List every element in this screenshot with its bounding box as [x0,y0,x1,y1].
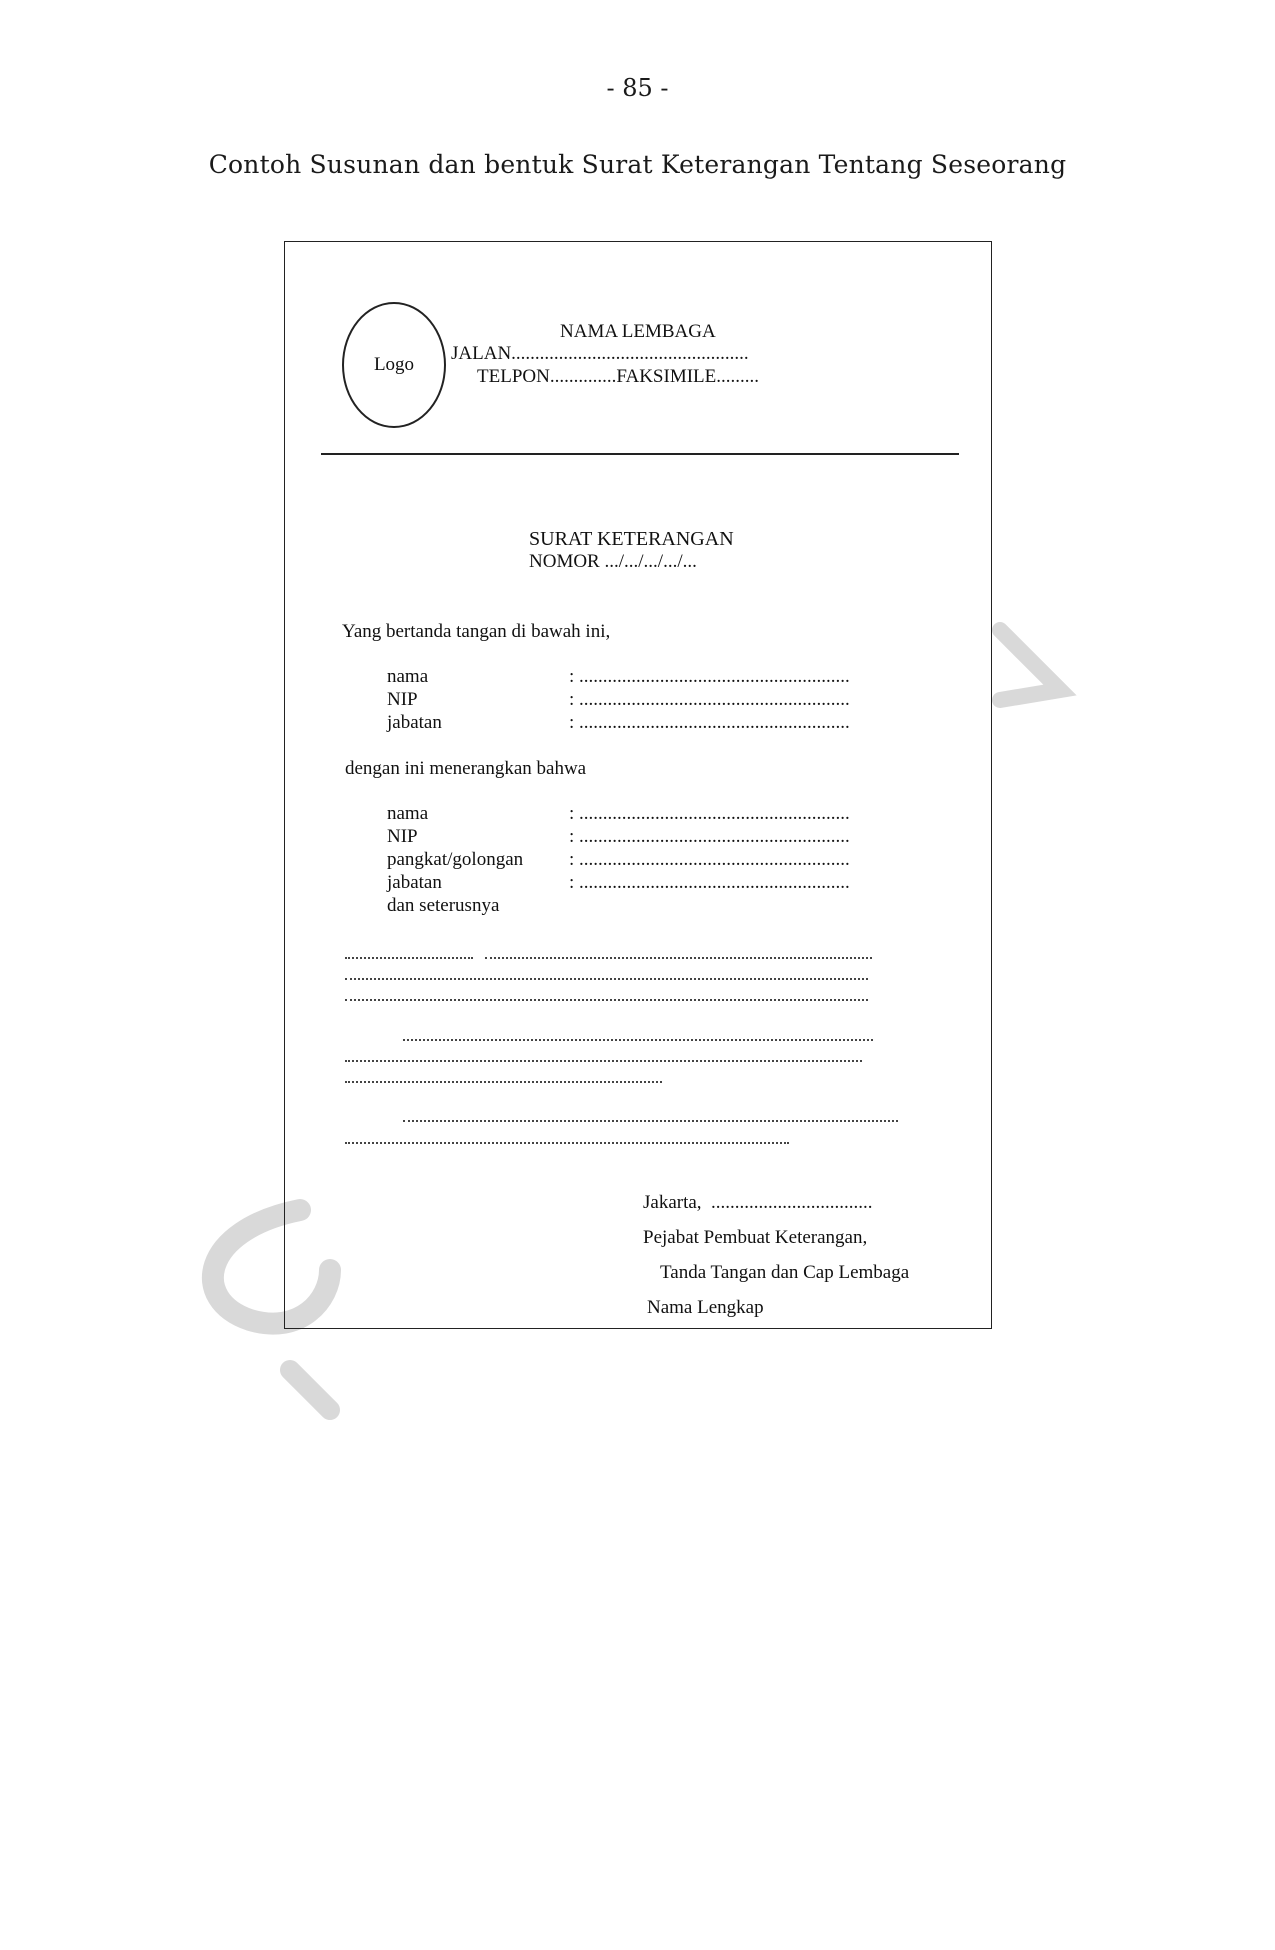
signature-stamp-placeholder: Tanda Tangan dan Cap Lembaga [660,1262,910,1283]
place-date: Jakarta, .................................. [643,1192,873,1213]
letter-title: SURAT KETERANGAN [529,528,734,550]
letterhead-divider [321,453,959,455]
subject-more-text: dan seterusnya [387,895,500,916]
signer-name-value: : ......................................................... [569,666,850,687]
official-title: Pejabat Pembuat Keterangan, [643,1227,868,1248]
subject-name-value: : ......................................................... [569,803,850,824]
letter-number: NOMOR .../.../.../.../... [529,551,697,572]
subject-position-label: jabatan [387,872,442,893]
subject-rank-value: : ......................................................... [569,849,850,870]
body-dotted-line [345,957,473,959]
subject-position-value: : ......................................................... [569,872,850,893]
body-dotted-line [345,978,868,980]
statement-text: dengan ini menerangkan bahwa [345,758,587,779]
signer-nip-label: NIP [387,689,418,710]
subject-nip-label: NIP [387,826,418,847]
logo-placeholder [342,302,446,428]
body-dotted-line [345,999,868,1001]
body-dotted-line [345,1142,789,1144]
signer-name-label: nama [387,666,429,687]
institution-name: NAMA LEMBAGA [560,321,716,342]
subject-rank-label: pangkat/golongan [387,849,524,870]
body-dotted-line [403,1039,873,1041]
body-dotted-line [345,1081,662,1083]
letter-template [284,241,992,1329]
signer-position-label: jabatan [387,712,442,733]
page-heading: Contoh Susunan dan bentuk Surat Keterangan Tentang Seseorang [208,150,1067,179]
signer-nip-value: : ......................................................... [569,689,850,710]
body-dotted-line [403,1120,898,1122]
body-dotted-line [345,1060,862,1062]
logo-label: Logo [373,354,415,375]
intro-text: Yang bertanda tangan di bawah ini, [342,621,611,642]
subject-name-label: nama [387,803,429,824]
body-dotted-line [485,957,872,959]
page-number: - 85 - [606,74,669,102]
signer-position-value: : ......................................................... [569,712,850,733]
full-name-placeholder: Nama Lengkap [647,1297,764,1318]
subject-nip-value: : ......................................................... [569,826,850,847]
address-line: JALAN.................................................. [451,343,749,364]
contact-line: TELPON..............FAKSIMILE......... [477,366,760,387]
